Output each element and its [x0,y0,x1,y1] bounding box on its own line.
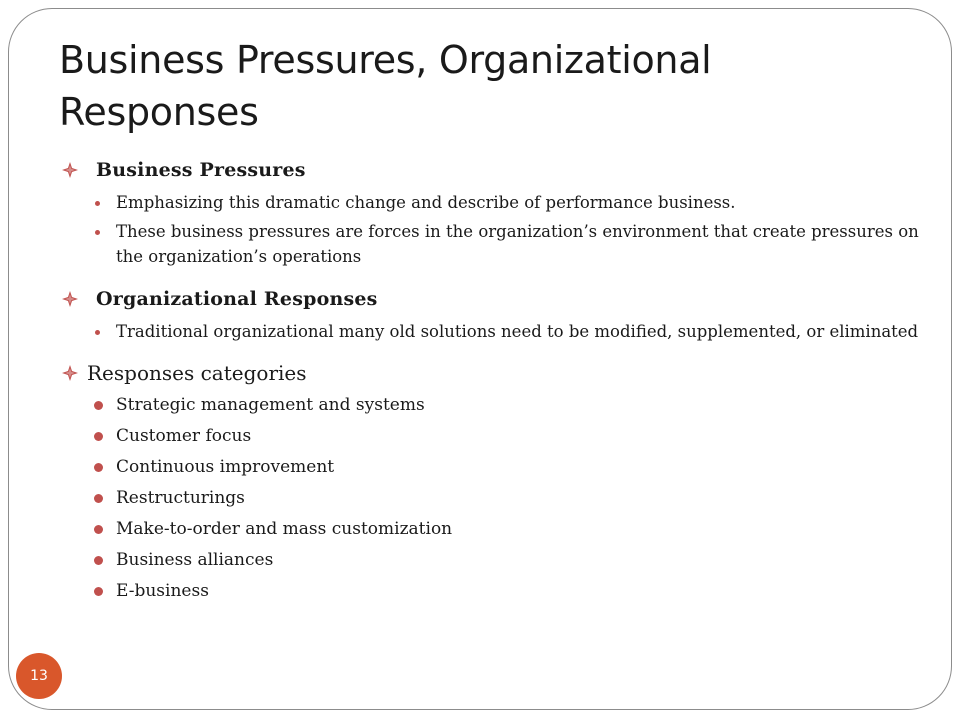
bullet-dot-icon [94,587,103,596]
page-number: 13 [30,668,48,684]
list-item [62,545,932,576]
list-item [62,514,932,545]
bullet-dot-icon [94,525,103,534]
bullet-dot-icon [95,330,100,335]
section-heading-label: Responses categories [87,361,307,385]
section-heading-responses-categories [62,356,932,390]
list-item-text: Traditional organizational many old solutions need to be modified, supplemented, or eliminated [116,322,919,341]
list-item [62,190,932,215]
list-item-text: Make-to-order and mass customization [116,519,453,539]
business-pressures-list [62,190,932,269]
bullet-dot-icon [94,401,103,410]
section-heading-label: Organizational Responses [96,288,378,310]
list-item-text: These business pressures are forces in the organization’s environment that create pressures on the organization’s operations [116,222,919,266]
bullet-dot-icon [94,494,103,503]
list-item-text: E-business [116,581,209,601]
section-heading-business-pressures [62,154,932,186]
list-item [62,576,932,607]
list-item [62,390,932,421]
bullet-dot-icon [94,556,103,565]
list-item-text: Restructurings [116,488,245,508]
section-heading-label: Business Pressures [96,159,306,181]
list-item [62,483,932,514]
diamond-bullet-icon [62,162,78,178]
page-number-badge [16,653,62,699]
bullet-dot-icon [95,230,100,235]
slide-title: Business Pressures, Organizational Responses [59,38,712,134]
list-item [62,319,932,344]
list-item-text: Continuous improvement [116,457,335,477]
list-item-text: Customer focus [116,426,252,446]
organizational-responses-list [62,319,932,344]
list-item [62,219,932,269]
bullet-dot-icon [95,201,100,206]
list-item [62,421,932,452]
section-heading-organizational-responses [62,283,932,315]
bullet-dot-icon [94,432,103,441]
bullet-dot-icon [94,463,103,472]
list-item [62,452,932,483]
slide-content [62,154,932,607]
responses-categories-list [62,390,932,607]
list-item-text: Business alliances [116,550,274,570]
diamond-bullet-icon [62,291,78,307]
diamond-bullet-icon [62,365,78,381]
list-item-text: Strategic management and systems [116,395,425,415]
list-item-text: Emphasizing this dramatic change and describe of performance business. [116,193,736,212]
